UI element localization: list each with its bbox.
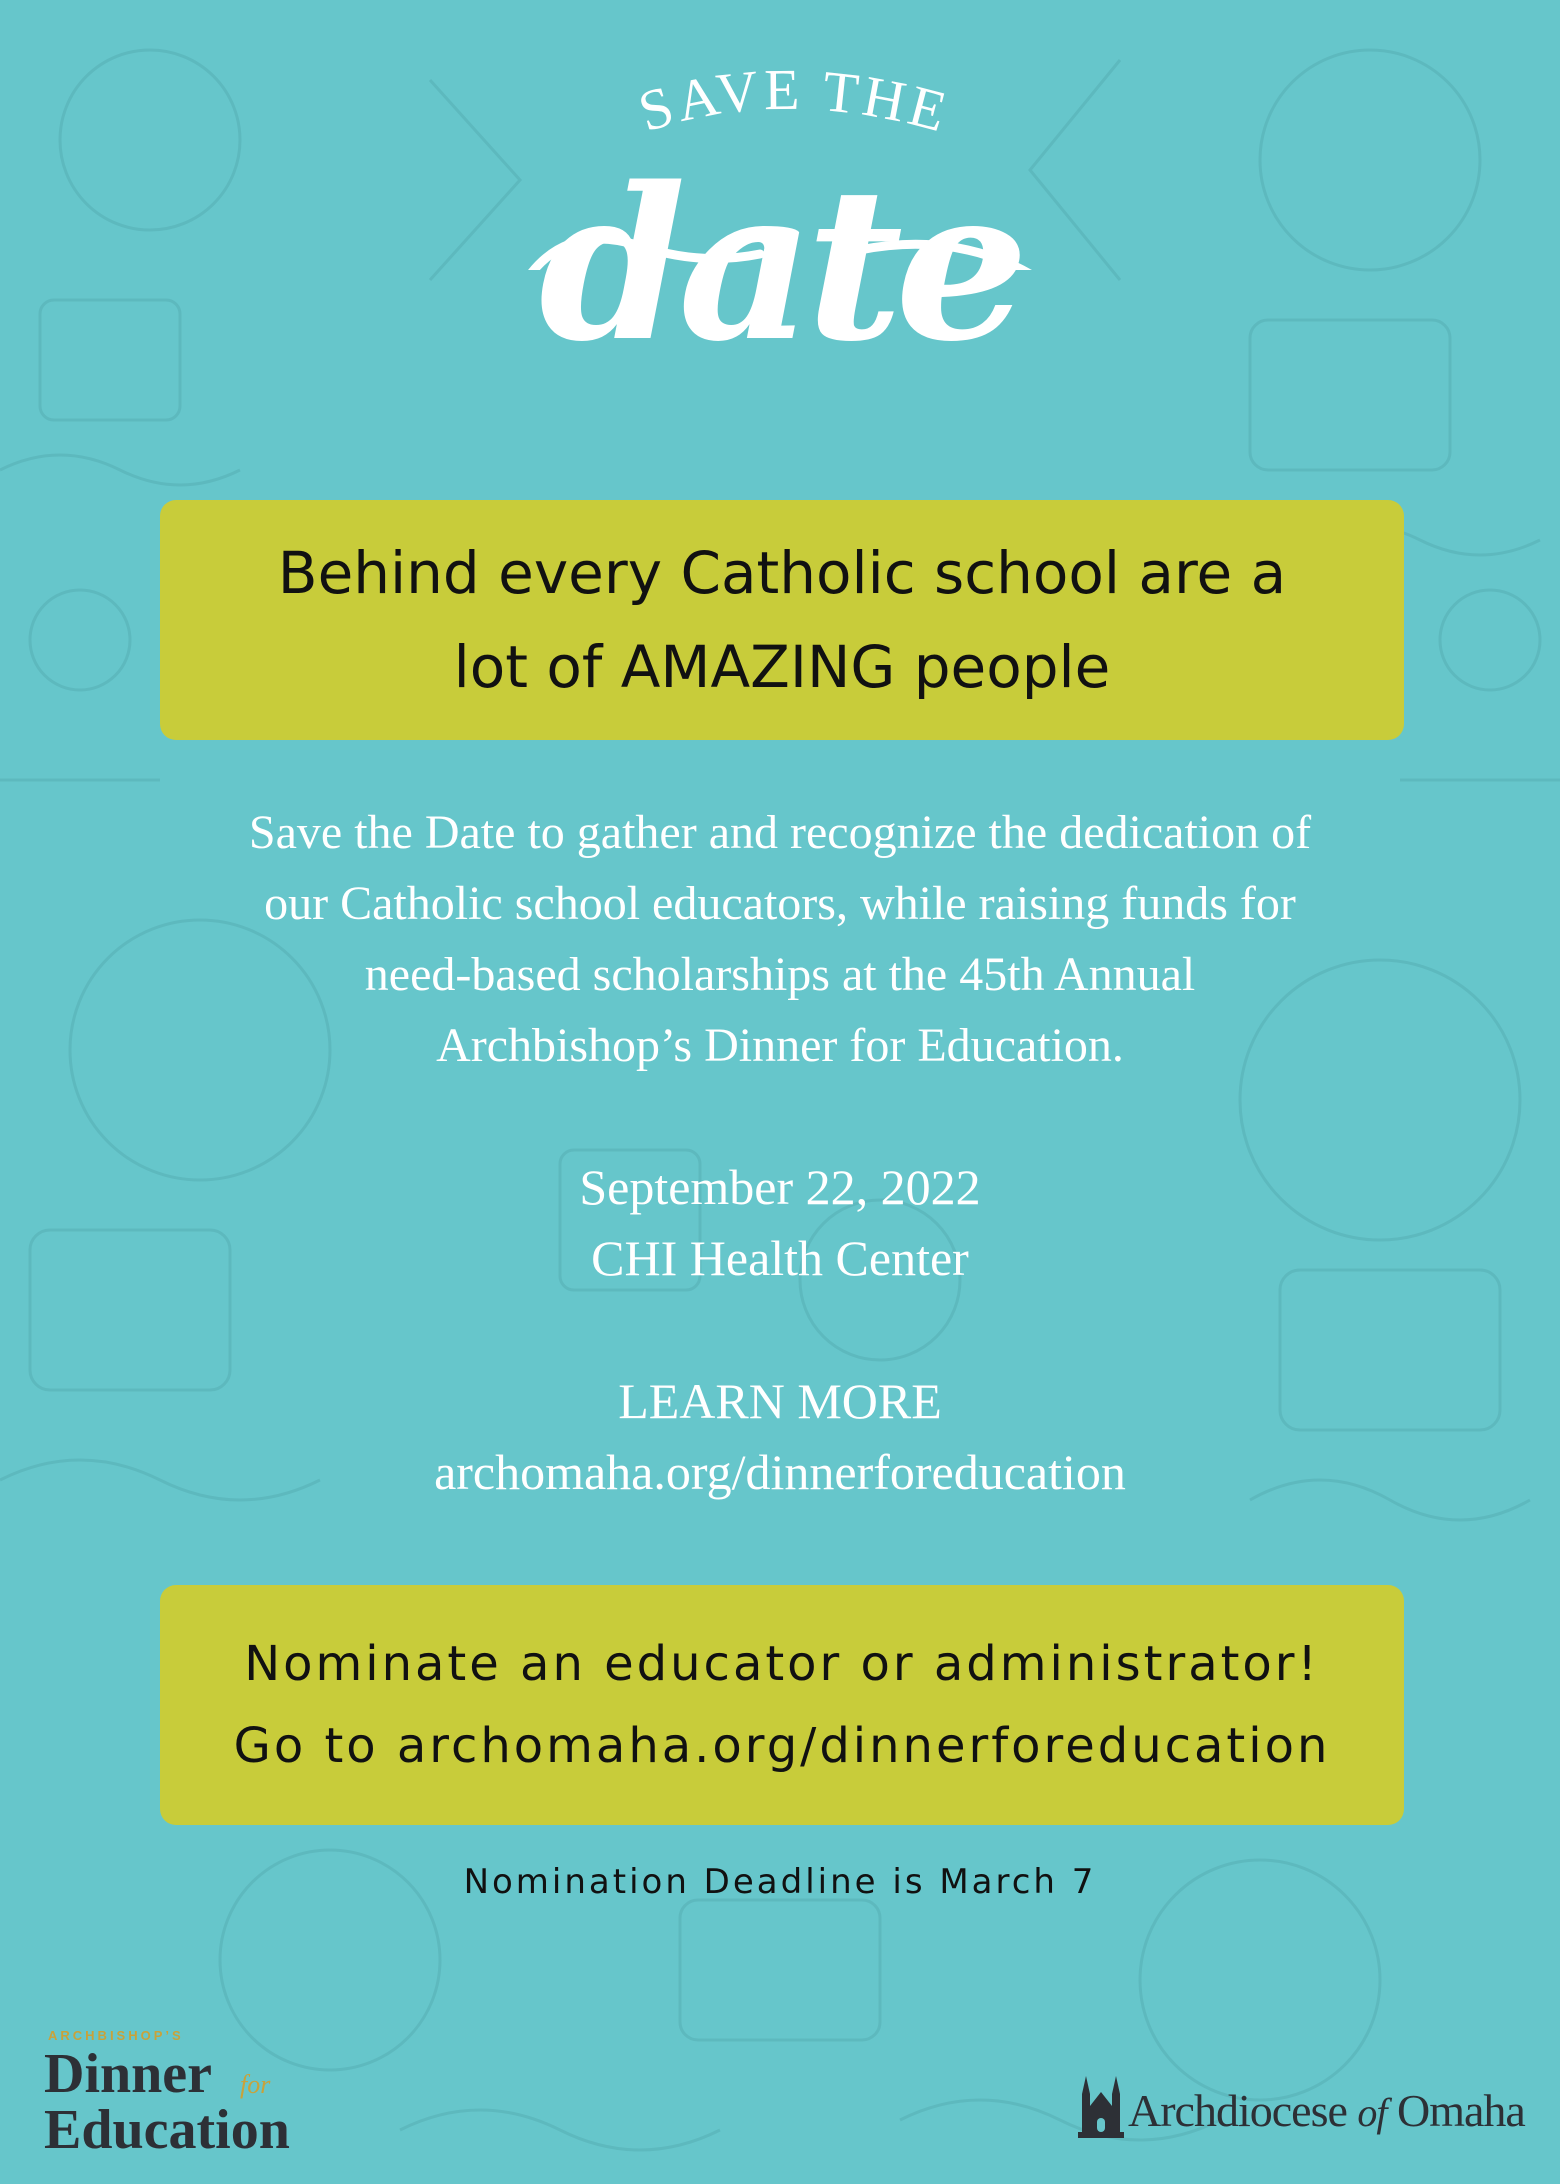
cathedral-icon: [1078, 2066, 1124, 2138]
save-the-text: SAVE THE: [631, 56, 957, 146]
description-line: Save the Date to gather and recognize the dedication of: [248, 806, 1312, 859]
callout-nominate: [160, 1585, 1404, 1825]
dinner-for-education-logo: [44, 2022, 344, 2162]
logo-dinner-word: Dinner: [44, 2043, 212, 2105]
logo-eyebrow: ARCHBISHOP’S: [48, 2028, 184, 2043]
callout-line[interactable]: Go to archomaha.org/dinnerforeducation: [233, 1718, 1331, 1774]
description-line: our Catholic school educators, while raising funds for: [264, 877, 1296, 930]
learn-more-block: [0, 1366, 1560, 1508]
event-date: September 22, 2022: [579, 1159, 981, 1215]
logo-archdiocese-word: Archdiocese: [1128, 2085, 1347, 2136]
nomination-deadline: Nomination Deadline is March 7: [463, 1862, 1097, 1902]
logo-omaha-word: Omaha: [1397, 2085, 1525, 2136]
event-details: [0, 1152, 1560, 1294]
svg-text:SAVE THE: [631, 57, 956, 145]
event-description: [120, 797, 1440, 1081]
archdiocese-of-omaha-logo: [1078, 2066, 1525, 2146]
callout-line: lot of AMAZING people: [453, 633, 1111, 701]
date-script-text: date: [539, 141, 1021, 388]
learn-more-link[interactable]: archomaha.org/dinnerforeducation: [434, 1444, 1126, 1500]
callout-line: Nominate an educator or administrator!: [244, 1636, 1320, 1692]
description-line: Archbishop’s Dinner for Education.: [436, 1019, 1124, 1072]
description-line: need-based scholarships at the 45th Annual: [364, 948, 1196, 1001]
learn-more-label: LEARN MORE: [618, 1373, 942, 1429]
logo-archdiocese-text: [1128, 2084, 1525, 2137]
logo-education-word: Education: [44, 2099, 290, 2161]
callout-line: Behind every Catholic school are a: [277, 539, 1287, 607]
logo-for-word: for: [240, 2070, 271, 2099]
save-the-date-headline: [0, 40, 1560, 410]
callout-amazing-people: [160, 500, 1404, 740]
logo-of-word: of: [1357, 2090, 1387, 2135]
event-venue: CHI Health Center: [591, 1230, 969, 1286]
